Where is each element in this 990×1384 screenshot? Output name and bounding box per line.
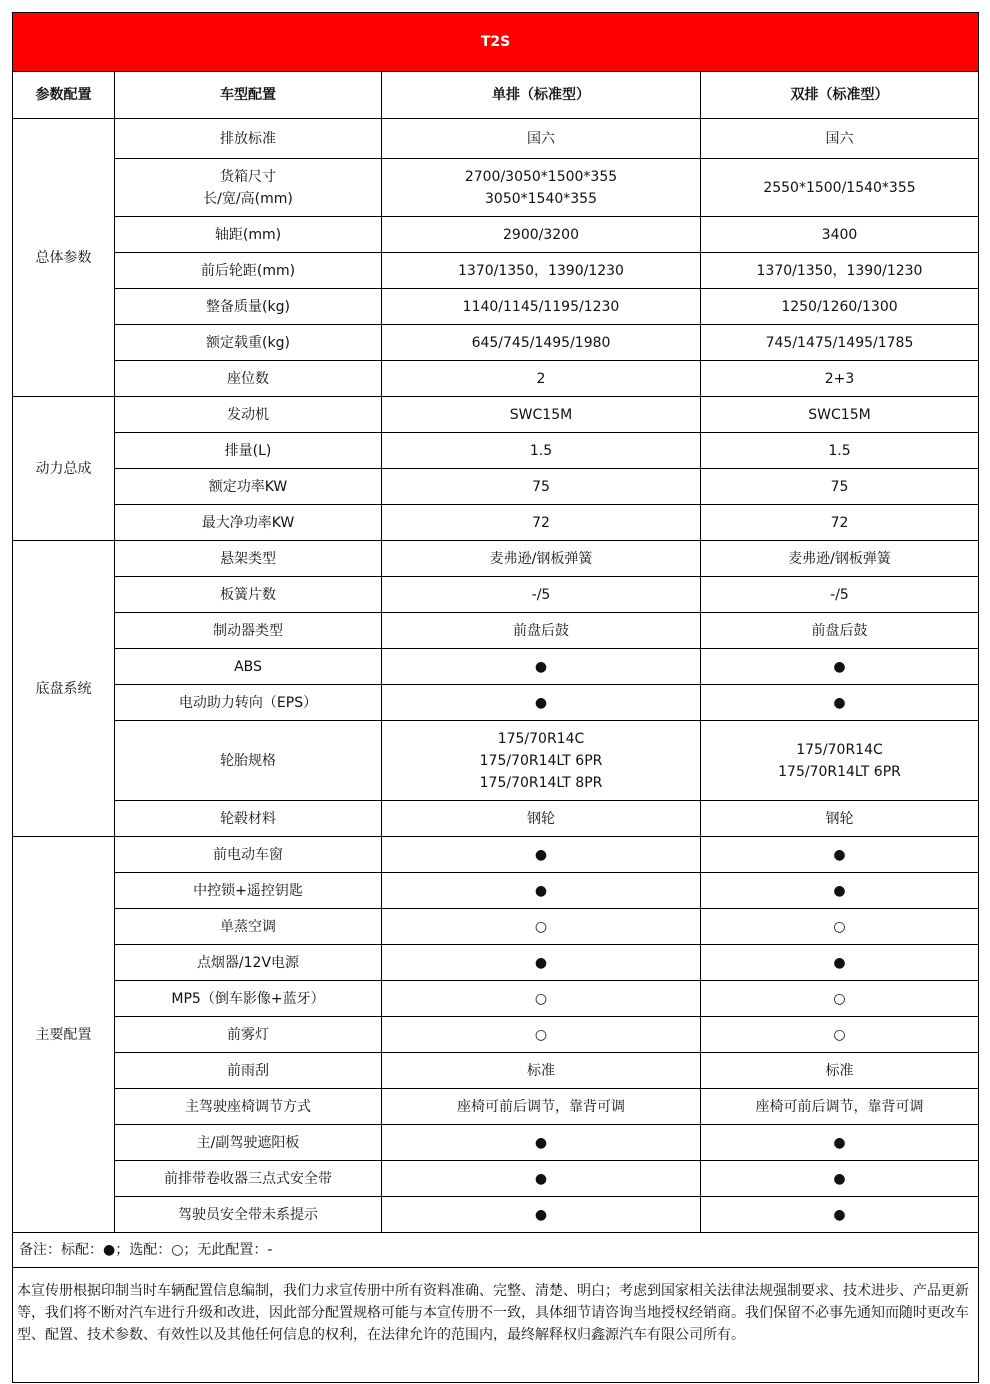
double-cab-value xyxy=(701,1125,979,1161)
double-cab-value xyxy=(701,1197,979,1233)
cell-line: ● xyxy=(833,694,846,711)
single-cab-value xyxy=(382,541,701,577)
double-cab-value xyxy=(701,541,979,577)
cell-line: 悬架类型 xyxy=(220,550,276,567)
cell-line: 额定载重(kg) xyxy=(206,334,290,351)
single-cab-value xyxy=(382,325,701,361)
table-row xyxy=(13,541,979,577)
cell-line: 单蒸空调 xyxy=(220,918,276,935)
table-row xyxy=(13,649,979,685)
cell-line: ● xyxy=(833,658,846,675)
cell-line: 前雨刮 xyxy=(227,1062,269,1079)
cell-line: 最大净功率KW xyxy=(201,514,295,531)
spec-item xyxy=(115,909,382,945)
cell-line: ● xyxy=(534,694,548,711)
cell-line: MP5（倒车影像+蓝牙） xyxy=(171,990,325,1007)
single-cab-value xyxy=(382,1017,701,1053)
header-row xyxy=(13,72,979,119)
cell-line: 745/1475/1495/1785 xyxy=(765,334,914,351)
table-row xyxy=(13,981,979,1017)
spec-item xyxy=(115,685,382,721)
cell-line: ● xyxy=(833,1134,846,1151)
spec-item xyxy=(115,873,382,909)
spec-item xyxy=(115,613,382,649)
header-single-cab: 单排（标准型） xyxy=(382,72,701,119)
cell-line: ABS xyxy=(234,658,262,675)
spec-item xyxy=(115,1125,382,1161)
table-row xyxy=(13,289,979,325)
spec-item xyxy=(115,361,382,397)
cell-line: ● xyxy=(833,1206,846,1223)
spec-item xyxy=(115,1089,382,1125)
spec-sheet xyxy=(12,12,978,1383)
spec-item xyxy=(115,119,382,159)
section-label: 底盘系统 xyxy=(13,541,115,837)
single-cab-value xyxy=(382,909,701,945)
single-cab-value xyxy=(382,397,701,433)
cell-line: 轮胎规格 xyxy=(220,752,276,769)
cell-line: ● xyxy=(833,1170,846,1187)
cell-line: 前排带卷收器三点式安全带 xyxy=(164,1170,332,1187)
double-cab-value xyxy=(701,1017,979,1053)
cell-line: 前盘后鼓 xyxy=(811,622,868,639)
single-cab-value xyxy=(382,1197,701,1233)
table-row xyxy=(13,909,979,945)
table-row xyxy=(13,1125,979,1161)
spec-item xyxy=(115,1053,382,1089)
cell-line: ● xyxy=(833,846,846,863)
double-cab-value xyxy=(701,613,979,649)
cell-line: 排量(L) xyxy=(224,442,272,459)
single-cab-value xyxy=(382,649,701,685)
double-cab-value xyxy=(701,721,979,801)
spec-item xyxy=(115,469,382,505)
spec-item xyxy=(115,289,382,325)
spec-item xyxy=(115,433,382,469)
header-item: 车型配置 xyxy=(115,72,382,119)
cell-line: 中控锁+遥控钥匙 xyxy=(193,882,303,899)
table-row xyxy=(13,1089,979,1125)
cell-line: ● xyxy=(534,658,548,675)
cell-line: 驾驶员安全带未系提示 xyxy=(178,1206,318,1223)
single-cab-value xyxy=(382,1089,701,1125)
cell-line: -/5 xyxy=(531,586,551,603)
table-title: T2S xyxy=(13,13,979,72)
single-cab-value xyxy=(382,945,701,981)
double-cab-value xyxy=(701,1089,979,1125)
double-cab-value xyxy=(701,685,979,721)
table-row xyxy=(13,577,979,613)
double-cab-value xyxy=(701,1161,979,1197)
table-row xyxy=(13,253,979,289)
cell-line: 1140/1145/1195/1230 xyxy=(462,298,620,315)
cell-line: 国六 xyxy=(527,130,555,147)
table-row xyxy=(13,217,979,253)
cell-line: 1.5 xyxy=(828,442,851,459)
table-row xyxy=(13,873,979,909)
cell-line: ● xyxy=(833,882,846,899)
section-label: 总体参数 xyxy=(13,119,115,397)
spec-item xyxy=(115,217,382,253)
single-cab-value xyxy=(382,685,701,721)
cell-line: 175/70R14C xyxy=(796,741,883,758)
double-cab-value xyxy=(701,397,979,433)
table-row xyxy=(13,325,979,361)
table-row xyxy=(13,1017,979,1053)
cell-line: 座位数 xyxy=(227,370,269,387)
cell-line: 座椅可前后调节，靠背可调 xyxy=(457,1098,625,1115)
cell-line: 制动器类型 xyxy=(213,622,283,639)
single-cab-value xyxy=(382,289,701,325)
double-cab-value xyxy=(701,873,979,909)
cell-line: ○ xyxy=(534,990,548,1007)
cell-line: ○ xyxy=(833,918,846,935)
single-cab-value xyxy=(382,361,701,397)
double-cab-value xyxy=(701,217,979,253)
single-cab-value xyxy=(382,469,701,505)
double-cab-value xyxy=(701,649,979,685)
cell-line: 排放标准 xyxy=(220,130,276,147)
single-cab-value xyxy=(382,1125,701,1161)
cell-line: 发动机 xyxy=(227,406,269,423)
cell-line: 175/70R14LT 8PR xyxy=(479,774,603,791)
table-row xyxy=(13,397,979,433)
cell-line: 钢轮 xyxy=(825,810,854,827)
cell-line: 175/70R14C xyxy=(497,730,585,747)
spec-item xyxy=(115,837,382,873)
cell-line: 2 xyxy=(536,370,546,387)
cell-line: ● xyxy=(534,954,548,971)
table-row xyxy=(13,469,979,505)
cell-line: 175/70R14LT 6PR xyxy=(778,763,901,780)
cell-line: 1370/1350，1390/1230 xyxy=(458,262,624,279)
table-row xyxy=(13,721,979,801)
cell-line: 整备质量(kg) xyxy=(206,298,290,315)
cell-line: 轮毂材料 xyxy=(220,810,276,827)
double-cab-value xyxy=(701,837,979,873)
table-row xyxy=(13,1053,979,1089)
disclaimer-text: 本宣传册根据印制当时车辆配置信息编制，我们力求宣传册中所有资料准确、完整、清楚、明白；考虑到国家相关法律法规强制要求、技术进步、产品更新等，我们将不断对汽车进行升级和改进，因此部分配置规格可能与本宣传册不一致，具体细节请咨询当地授权经销商。我们保留不必事先通知而随时更改车型、配置、技术参数、有效性以及其他任何信息的权利，在法律允许的范围内，最终解释权归鑫源汽车有限公司所有。 xyxy=(13,1268,979,1383)
cell-line: ○ xyxy=(534,918,548,935)
cell-line: ● xyxy=(534,882,548,899)
cell-line: 标准 xyxy=(527,1062,555,1079)
cell-line: 标准 xyxy=(825,1062,854,1079)
section-label: 动力总成 xyxy=(13,397,115,541)
cell-line: 麦弗逊/钢板弹簧 xyxy=(788,550,891,567)
cell-line: 645/745/1495/1980 xyxy=(471,334,611,351)
single-cab-value xyxy=(382,721,701,801)
single-cab-value xyxy=(382,433,701,469)
double-cab-value xyxy=(701,909,979,945)
cell-line: 电动助力转向（EPS） xyxy=(178,694,318,711)
spec-item xyxy=(115,981,382,1017)
cell-line: ● xyxy=(534,1170,548,1187)
cell-line: -/5 xyxy=(830,586,849,603)
table-row xyxy=(13,945,979,981)
spec-item xyxy=(115,325,382,361)
cell-line: 2900/3200 xyxy=(503,226,579,243)
cell-line: 轴距(mm) xyxy=(214,226,282,243)
header-category: 参数配置 xyxy=(13,72,115,119)
cell-line: 前后轮距(mm) xyxy=(200,262,296,279)
single-cab-value xyxy=(382,159,701,217)
spec-item xyxy=(115,505,382,541)
spec-item xyxy=(115,721,382,801)
single-cab-value xyxy=(382,119,701,159)
double-cab-value xyxy=(701,361,979,397)
cell-line: 额定功率KW xyxy=(208,478,288,495)
single-cab-value xyxy=(382,253,701,289)
table-row xyxy=(13,361,979,397)
cell-line: SWC15M xyxy=(808,406,871,423)
double-cab-value xyxy=(701,981,979,1017)
cell-line: 主/副驾驶遮阳板 xyxy=(196,1134,300,1151)
spec-body xyxy=(13,119,979,1233)
double-cab-value xyxy=(701,577,979,613)
cell-line: ○ xyxy=(833,1026,846,1043)
cell-line: 前盘后鼓 xyxy=(513,622,569,639)
spec-item xyxy=(115,253,382,289)
double-cab-value xyxy=(701,505,979,541)
cell-line: 钢轮 xyxy=(527,810,555,827)
table-row xyxy=(13,505,979,541)
legend-note: 备注：标配：●；选配：○；无此配置：- xyxy=(13,1233,979,1268)
cell-line: 2+3 xyxy=(824,370,855,387)
single-cab-value xyxy=(382,1161,701,1197)
cell-line: 72 xyxy=(830,514,849,531)
double-cab-value xyxy=(701,945,979,981)
cell-line: 72 xyxy=(532,514,550,531)
double-cab-value xyxy=(701,289,979,325)
cell-line: 2550*1500/1540*355 xyxy=(763,179,916,196)
spec-item xyxy=(115,801,382,837)
cell-line: 国六 xyxy=(825,130,854,147)
cell-line: 3050*1540*355 xyxy=(485,190,597,207)
table-row xyxy=(13,1197,979,1233)
cell-line: 1370/1350，1390/1230 xyxy=(756,262,923,279)
single-cab-value xyxy=(382,577,701,613)
cell-line: 点烟器/12V电源 xyxy=(196,954,300,971)
spec-item xyxy=(115,159,382,217)
section-label: 主要配置 xyxy=(13,837,115,1233)
double-cab-value xyxy=(701,469,979,505)
spec-item xyxy=(115,577,382,613)
table-row xyxy=(13,613,979,649)
double-cab-value xyxy=(701,159,979,217)
double-cab-value xyxy=(701,433,979,469)
cell-line: 1.5 xyxy=(529,442,553,459)
cell-line: 175/70R14LT 6PR xyxy=(479,752,603,769)
cell-line: SWC15M xyxy=(509,406,573,423)
table-row xyxy=(13,119,979,159)
single-cab-value xyxy=(382,613,701,649)
single-cab-value xyxy=(382,505,701,541)
cell-line: ● xyxy=(534,846,548,863)
spec-table xyxy=(12,12,979,1383)
double-cab-value xyxy=(701,119,979,159)
spec-item xyxy=(115,649,382,685)
cell-line: ○ xyxy=(833,990,846,1007)
spec-item xyxy=(115,945,382,981)
spec-item xyxy=(115,1017,382,1053)
table-row xyxy=(13,1161,979,1197)
cell-line: 货箱尺寸 xyxy=(220,168,276,185)
single-cab-value xyxy=(382,981,701,1017)
cell-line: 前电动车窗 xyxy=(213,846,283,863)
cell-line: 座椅可前后调节，靠背可调 xyxy=(755,1098,924,1115)
cell-line: 2700/3050*1500*355 xyxy=(464,168,618,185)
spec-item xyxy=(115,397,382,433)
single-cab-value xyxy=(382,873,701,909)
table-row xyxy=(13,685,979,721)
table-row xyxy=(13,433,979,469)
table-row xyxy=(13,159,979,217)
spec-item xyxy=(115,541,382,577)
cell-line: 主驾驶座椅调节方式 xyxy=(185,1098,311,1115)
single-cab-value xyxy=(382,1053,701,1089)
double-cab-value xyxy=(701,801,979,837)
double-cab-value xyxy=(701,1053,979,1089)
single-cab-value xyxy=(382,837,701,873)
spec-item xyxy=(115,1161,382,1197)
cell-line: ● xyxy=(833,954,846,971)
header-double-cab: 双排（标准型） xyxy=(701,72,979,119)
cell-line: 板簧片数 xyxy=(220,586,276,603)
single-cab-value xyxy=(382,217,701,253)
cell-line: ○ xyxy=(534,1026,548,1043)
cell-line: 75 xyxy=(830,478,849,495)
cell-line: ● xyxy=(534,1206,548,1223)
spec-item xyxy=(115,1197,382,1233)
table-row xyxy=(13,801,979,837)
double-cab-value xyxy=(701,253,979,289)
cell-line: 1250/1260/1300 xyxy=(781,298,898,315)
double-cab-value xyxy=(701,325,979,361)
cell-line: 前雾灯 xyxy=(227,1026,269,1043)
cell-line: 麦弗逊/钢板弹簧 xyxy=(489,550,593,567)
cell-line: 3400 xyxy=(821,226,858,243)
single-cab-value xyxy=(382,801,701,837)
cell-line: 75 xyxy=(532,478,550,495)
cell-line: 长/宽/高(mm) xyxy=(203,190,293,207)
table-row xyxy=(13,837,979,873)
cell-line: ● xyxy=(534,1134,548,1151)
